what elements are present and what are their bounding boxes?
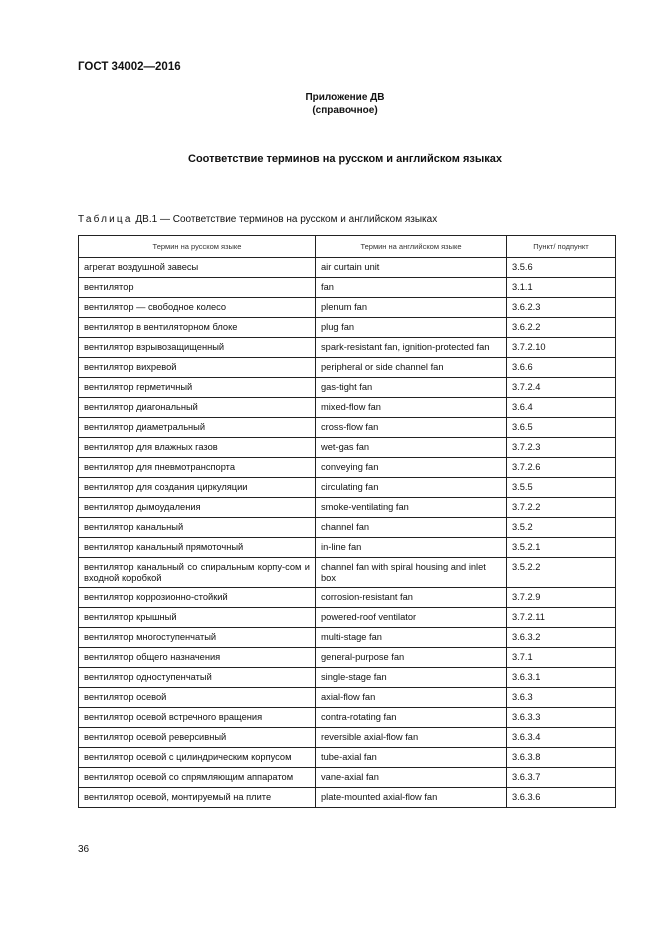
header-clause: Пункт/ подпункт — [507, 236, 616, 258]
table-caption — [78, 214, 437, 225]
russian-term: вентилятор многоступенчатый — [79, 628, 316, 648]
section-heading: Соответствие терминов на русском и английском языках — [188, 153, 502, 165]
russian-term: вентилятор для пневмотранспорта — [79, 458, 316, 478]
clause-number: 3.5.6 — [507, 258, 616, 278]
table-row — [79, 438, 616, 458]
page-number: 36 — [78, 844, 90, 855]
english-term: cross-flow fan — [316, 418, 507, 438]
clause-number: 3.6.3 — [507, 688, 616, 708]
english-term: plate-mounted axial-flow fan — [316, 788, 507, 808]
russian-term: вентилятор общего назначения — [79, 648, 316, 668]
russian-term: вентилятор для создания циркуляции — [79, 478, 316, 498]
document-id: ГОСТ 34002—2016 — [78, 61, 181, 73]
english-term: multi-stage fan — [316, 628, 507, 648]
english-term: contra-rotating fan — [316, 708, 507, 728]
table-row — [79, 558, 616, 588]
russian-term: вентилятор диагональный — [79, 398, 316, 418]
english-term: channel fan — [316, 518, 507, 538]
table-row — [79, 318, 616, 338]
table-row — [79, 518, 616, 538]
english-term: spark-resistant fan, ignition-protected fan — [316, 338, 507, 358]
table-row — [79, 668, 616, 688]
table-row — [79, 588, 616, 608]
russian-term: вентилятор осевой со спрямляющим аппаратом — [79, 768, 316, 788]
english-term: fan — [316, 278, 507, 298]
clause-number: 3.1.1 — [507, 278, 616, 298]
russian-term: вентилятор вихревой — [79, 358, 316, 378]
english-term: general-purpose fan — [316, 648, 507, 668]
english-term: in-line fan — [316, 538, 507, 558]
russian-term: вентилятор коррозионно-стойкий — [79, 588, 316, 608]
appendix-title — [0, 91, 661, 117]
english-term: wet-gas fan — [316, 438, 507, 458]
english-term: smoke-ventilating fan — [316, 498, 507, 518]
table-row — [79, 688, 616, 708]
clause-number: 3.6.3.8 — [507, 748, 616, 768]
russian-term: вентилятор крышный — [79, 608, 316, 628]
english-term: reversible axial-flow fan — [316, 728, 507, 748]
appendix-name: Приложение ДВ — [305, 92, 385, 103]
table-row — [79, 378, 616, 398]
table-row — [79, 358, 616, 378]
table-row — [79, 338, 616, 358]
table-row — [79, 498, 616, 518]
header-english: Термин на английском языке — [316, 236, 507, 258]
clause-number: 3.6.2.2 — [507, 318, 616, 338]
clause-number: 3.7.2.9 — [507, 588, 616, 608]
clause-number: 3.7.2.4 — [507, 378, 616, 398]
russian-term: вентилятор осевой встречного вращения — [79, 708, 316, 728]
clause-number: 3.6.3.2 — [507, 628, 616, 648]
clause-number: 3.7.2.10 — [507, 338, 616, 358]
terms-table — [78, 235, 616, 808]
english-term: tube-axial fan — [316, 748, 507, 768]
english-term: mixed-flow fan — [316, 398, 507, 418]
table-row — [79, 728, 616, 748]
english-term: circulating fan — [316, 478, 507, 498]
russian-term: вентилятор — [79, 278, 316, 298]
clause-number: 3.7.2.11 — [507, 608, 616, 628]
russian-term: вентилятор канальный со спиральным корпу-сом и входной коробкой — [79, 558, 316, 588]
russian-term: вентилятор осевой с цилиндрическим корпусом — [79, 748, 316, 768]
english-term: air curtain unit — [316, 258, 507, 278]
table-row — [79, 298, 616, 318]
table-row — [79, 538, 616, 558]
clause-number: 3.6.3.6 — [507, 788, 616, 808]
clause-number: 3.6.5 — [507, 418, 616, 438]
clause-number: 3.7.1 — [507, 648, 616, 668]
russian-term: вентилятор осевой — [79, 688, 316, 708]
clause-number: 3.7.2.3 — [507, 438, 616, 458]
russian-term: вентилятор осевой, монтируемый на плите — [79, 788, 316, 808]
english-term: plug fan — [316, 318, 507, 338]
russian-term: вентилятор взрывозащищенный — [79, 338, 316, 358]
russian-term: вентилятор дымоудаления — [79, 498, 316, 518]
russian-term: вентилятор одноступенчатый — [79, 668, 316, 688]
table-row — [79, 608, 616, 628]
clause-number: 3.5.2 — [507, 518, 616, 538]
english-term: conveying fan — [316, 458, 507, 478]
caption-prefix: Таблица — [78, 214, 133, 225]
table-row — [79, 478, 616, 498]
clause-number: 3.7.2.6 — [507, 458, 616, 478]
table-row — [79, 748, 616, 768]
clause-number: 3.5.2.1 — [507, 538, 616, 558]
clause-number: 3.6.4 — [507, 398, 616, 418]
table-row — [79, 788, 616, 808]
table-row — [79, 458, 616, 478]
clause-number: 3.6.3.3 — [507, 708, 616, 728]
table-row — [79, 278, 616, 298]
clause-number: 3.6.6 — [507, 358, 616, 378]
table-header-row — [79, 236, 616, 258]
clause-number: 3.7.2.2 — [507, 498, 616, 518]
clause-number: 3.6.2.3 — [507, 298, 616, 318]
russian-term: вентилятор диаметральный — [79, 418, 316, 438]
clause-number: 3.6.3.4 — [507, 728, 616, 748]
english-term: plenum fan — [316, 298, 507, 318]
russian-term: агрегат воздушной завесы — [79, 258, 316, 278]
table-row — [79, 258, 616, 278]
english-term: single-stage fan — [316, 668, 507, 688]
english-term: corrosion-resistant fan — [316, 588, 507, 608]
header-russian: Термин на русском языке — [79, 236, 316, 258]
table-row — [79, 768, 616, 788]
english-term: peripheral or side channel fan — [316, 358, 507, 378]
caption-text: ДВ.1 — Соответствие терминов на русском и английском языках — [132, 214, 438, 225]
russian-term: вентилятор — свободное колесо — [79, 298, 316, 318]
russian-term: вентилятор герметичный — [79, 378, 316, 398]
table-row — [79, 398, 616, 418]
russian-term: вентилятор канальный — [79, 518, 316, 538]
clause-number: 3.5.2.2 — [507, 558, 616, 588]
russian-term: вентилятор для влажных газов — [79, 438, 316, 458]
clause-number: 3.6.3.1 — [507, 668, 616, 688]
english-term: channel fan with spiral housing and inlet box — [316, 558, 507, 588]
english-term: vane-axial fan — [316, 768, 507, 788]
appendix-subtitle: (справочное) — [312, 105, 378, 116]
table-row — [79, 648, 616, 668]
russian-term: вентилятор канальный прямоточный — [79, 538, 316, 558]
clause-number: 3.5.5 — [507, 478, 616, 498]
russian-term: вентилятор в вентиляторном блоке — [79, 318, 316, 338]
english-term: axial-flow fan — [316, 688, 507, 708]
table-row — [79, 418, 616, 438]
english-term: gas-tight fan — [316, 378, 507, 398]
english-term: powered-roof ventilator — [316, 608, 507, 628]
clause-number: 3.6.3.7 — [507, 768, 616, 788]
russian-term: вентилятор осевой реверсивный — [79, 728, 316, 748]
table-row — [79, 628, 616, 648]
table-row — [79, 708, 616, 728]
